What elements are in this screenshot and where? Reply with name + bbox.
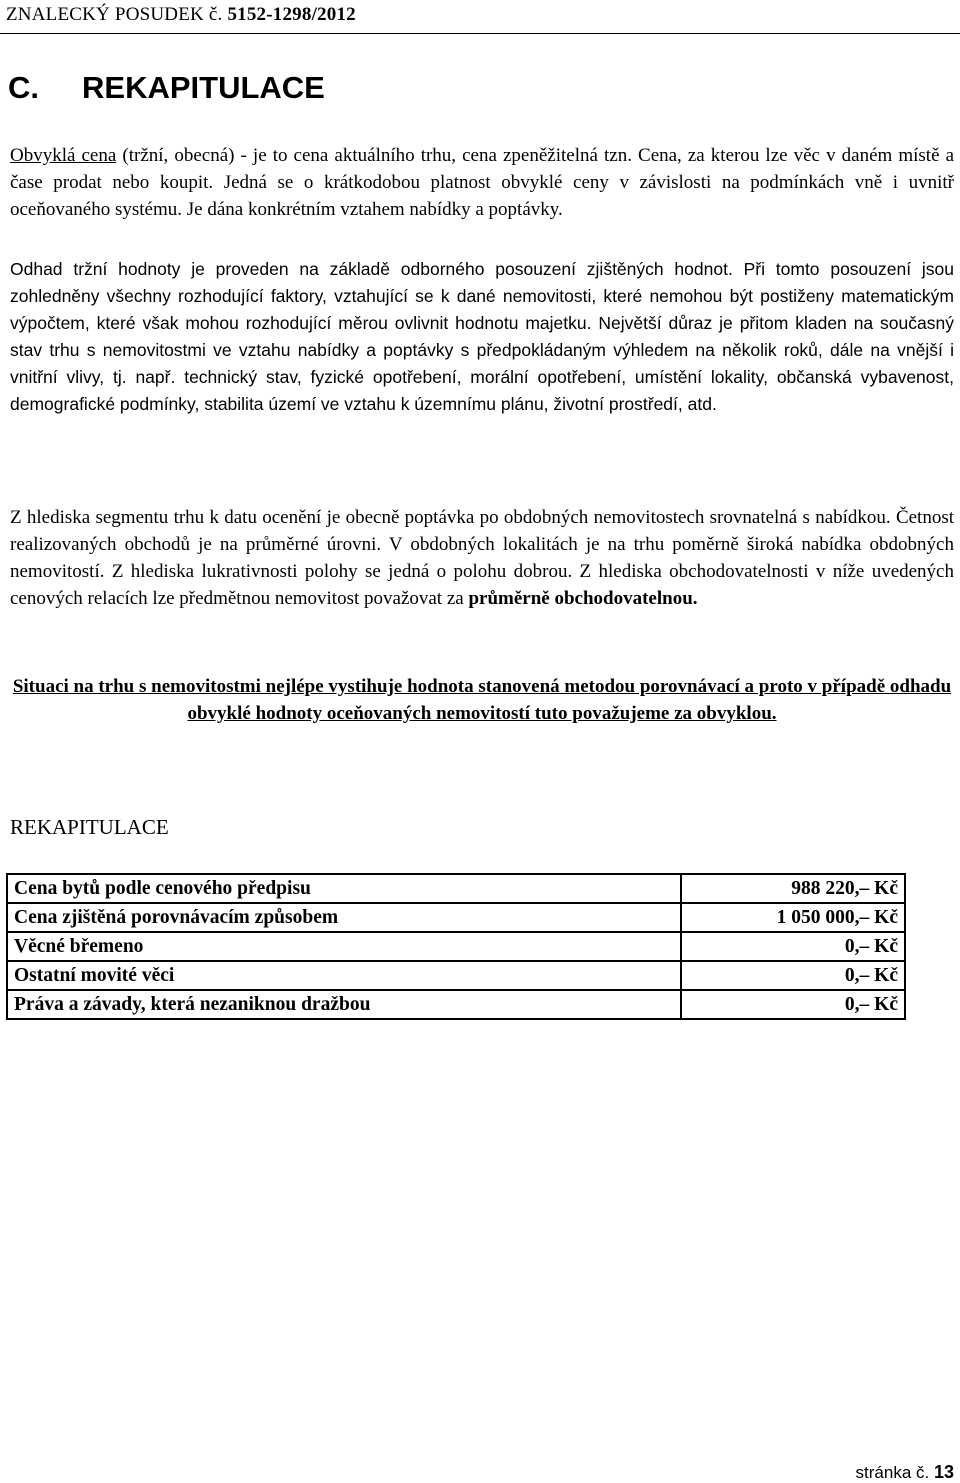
recap-heading: REKAPITULACE xyxy=(10,815,169,839)
page-number: 13 xyxy=(933,1462,954,1482)
row-label: Cena bytů podle cenového předpisu xyxy=(7,874,681,903)
paragraph-market-price xyxy=(10,142,954,223)
page-label: stránka č. xyxy=(855,1463,934,1482)
paragraph-market-segment xyxy=(10,504,954,612)
page-footer xyxy=(856,1462,954,1483)
report-number: 5152-1298/2012 xyxy=(227,4,356,25)
section-title-text: REKAPITULACE xyxy=(82,70,325,105)
table-row xyxy=(7,903,905,932)
section-letter: C. xyxy=(8,70,39,105)
row-amount: 1 050 000,– Kč xyxy=(681,903,905,932)
paragraph-market-segment-text: Z hlediska segmentu trhu k datu ocenění je obecně poptávka po obdobných nemovitostech srovnatelná s nabídkou. Četnost realizovaných obchodů je na průměrné úrovni. V obdobných lokalitách je na trhu poměrně široká nabídka obdobných nemovitostí. Z hlediska lukrativnosti polohy se jedná o polohu dobrou. Z hlediska obchodovatelnosti v níže uvedených cenových relacích lze předmětnou nemovitost považovat za xyxy=(10,507,954,609)
row-amount: 988 220,– Kč xyxy=(681,874,905,903)
conclusion-statement: Situaci na trhu s nemovitostmi nejlépe vystihuje hodnota stanovená metodou porovnávací a proto v případě odhadu obvyklé hodnoty oceňovaných nemovitostí tuto považujeme za obvyklou. xyxy=(12,676,952,724)
section-title xyxy=(8,70,325,106)
row-amount: 0,– Kč xyxy=(681,961,905,990)
row-label: Ostatní movité věci xyxy=(7,961,681,990)
table-row xyxy=(7,961,905,990)
term-usual-price: Obvyklá cena xyxy=(10,145,117,166)
row-label: Práva a závady, která nezaniknou dražbou xyxy=(7,990,681,1019)
table-row xyxy=(7,990,905,1019)
page-header xyxy=(0,0,960,30)
row-label: Cena zjištěná porovnávacím způsobem xyxy=(7,903,681,932)
header-rule xyxy=(0,33,960,34)
row-amount: 0,– Kč xyxy=(681,990,905,1019)
table-row xyxy=(7,932,905,961)
tradability-emphasis: průměrně obchodovatelnou. xyxy=(468,588,698,609)
table-row xyxy=(7,874,905,903)
row-label: Věcné břemeno xyxy=(7,932,681,961)
paragraph-market-price-text: (tržní, obecná) - je to cena aktuálního trhu, cena zpeněžitelná tzn. Cena, za kterou lze věc v daném místě a čase prodat nebo koupit. Jedná se o krátkodobou platnost obvyklé ceny v závislosti na podmínkách vně i uvnitř oceňovaného systému. Je dána konkrétním vztahem nabídky a poptávky. xyxy=(10,145,955,220)
header-prefix: ZNALECKÝ POSUDEK č. xyxy=(6,4,228,25)
paragraph-valuation-method: Odhad tržní hodnoty je proveden na základě odborného posouzení zjištěných hodnot. Při tomto posouzení jsou zohledněny všechny rozhodující faktory, vztahující se k dané nemovitosti, které nemohou být postiženy matematickým výpočtem, které však mohou rozhodující měrou ovlivnit hodnotu majetku. Největší důraz je přitom kladen na současný stav trhu s nemovitostmi ve vztahu nabídky a poptávky s předpokládaným výhledem na několik roků, dále na vnější i vnitřní vlivy, tj. např. technický stav, fyzické opotřebení, morální opotřebení, umístění lokality, občanská vybavenost, demografické podmínky, stabilita území ve vztahu k územnímu plánu, životní prostředí, atd. xyxy=(10,259,954,414)
recap-table xyxy=(6,873,906,1020)
row-amount: 0,– Kč xyxy=(681,932,905,961)
document-header xyxy=(6,4,356,26)
